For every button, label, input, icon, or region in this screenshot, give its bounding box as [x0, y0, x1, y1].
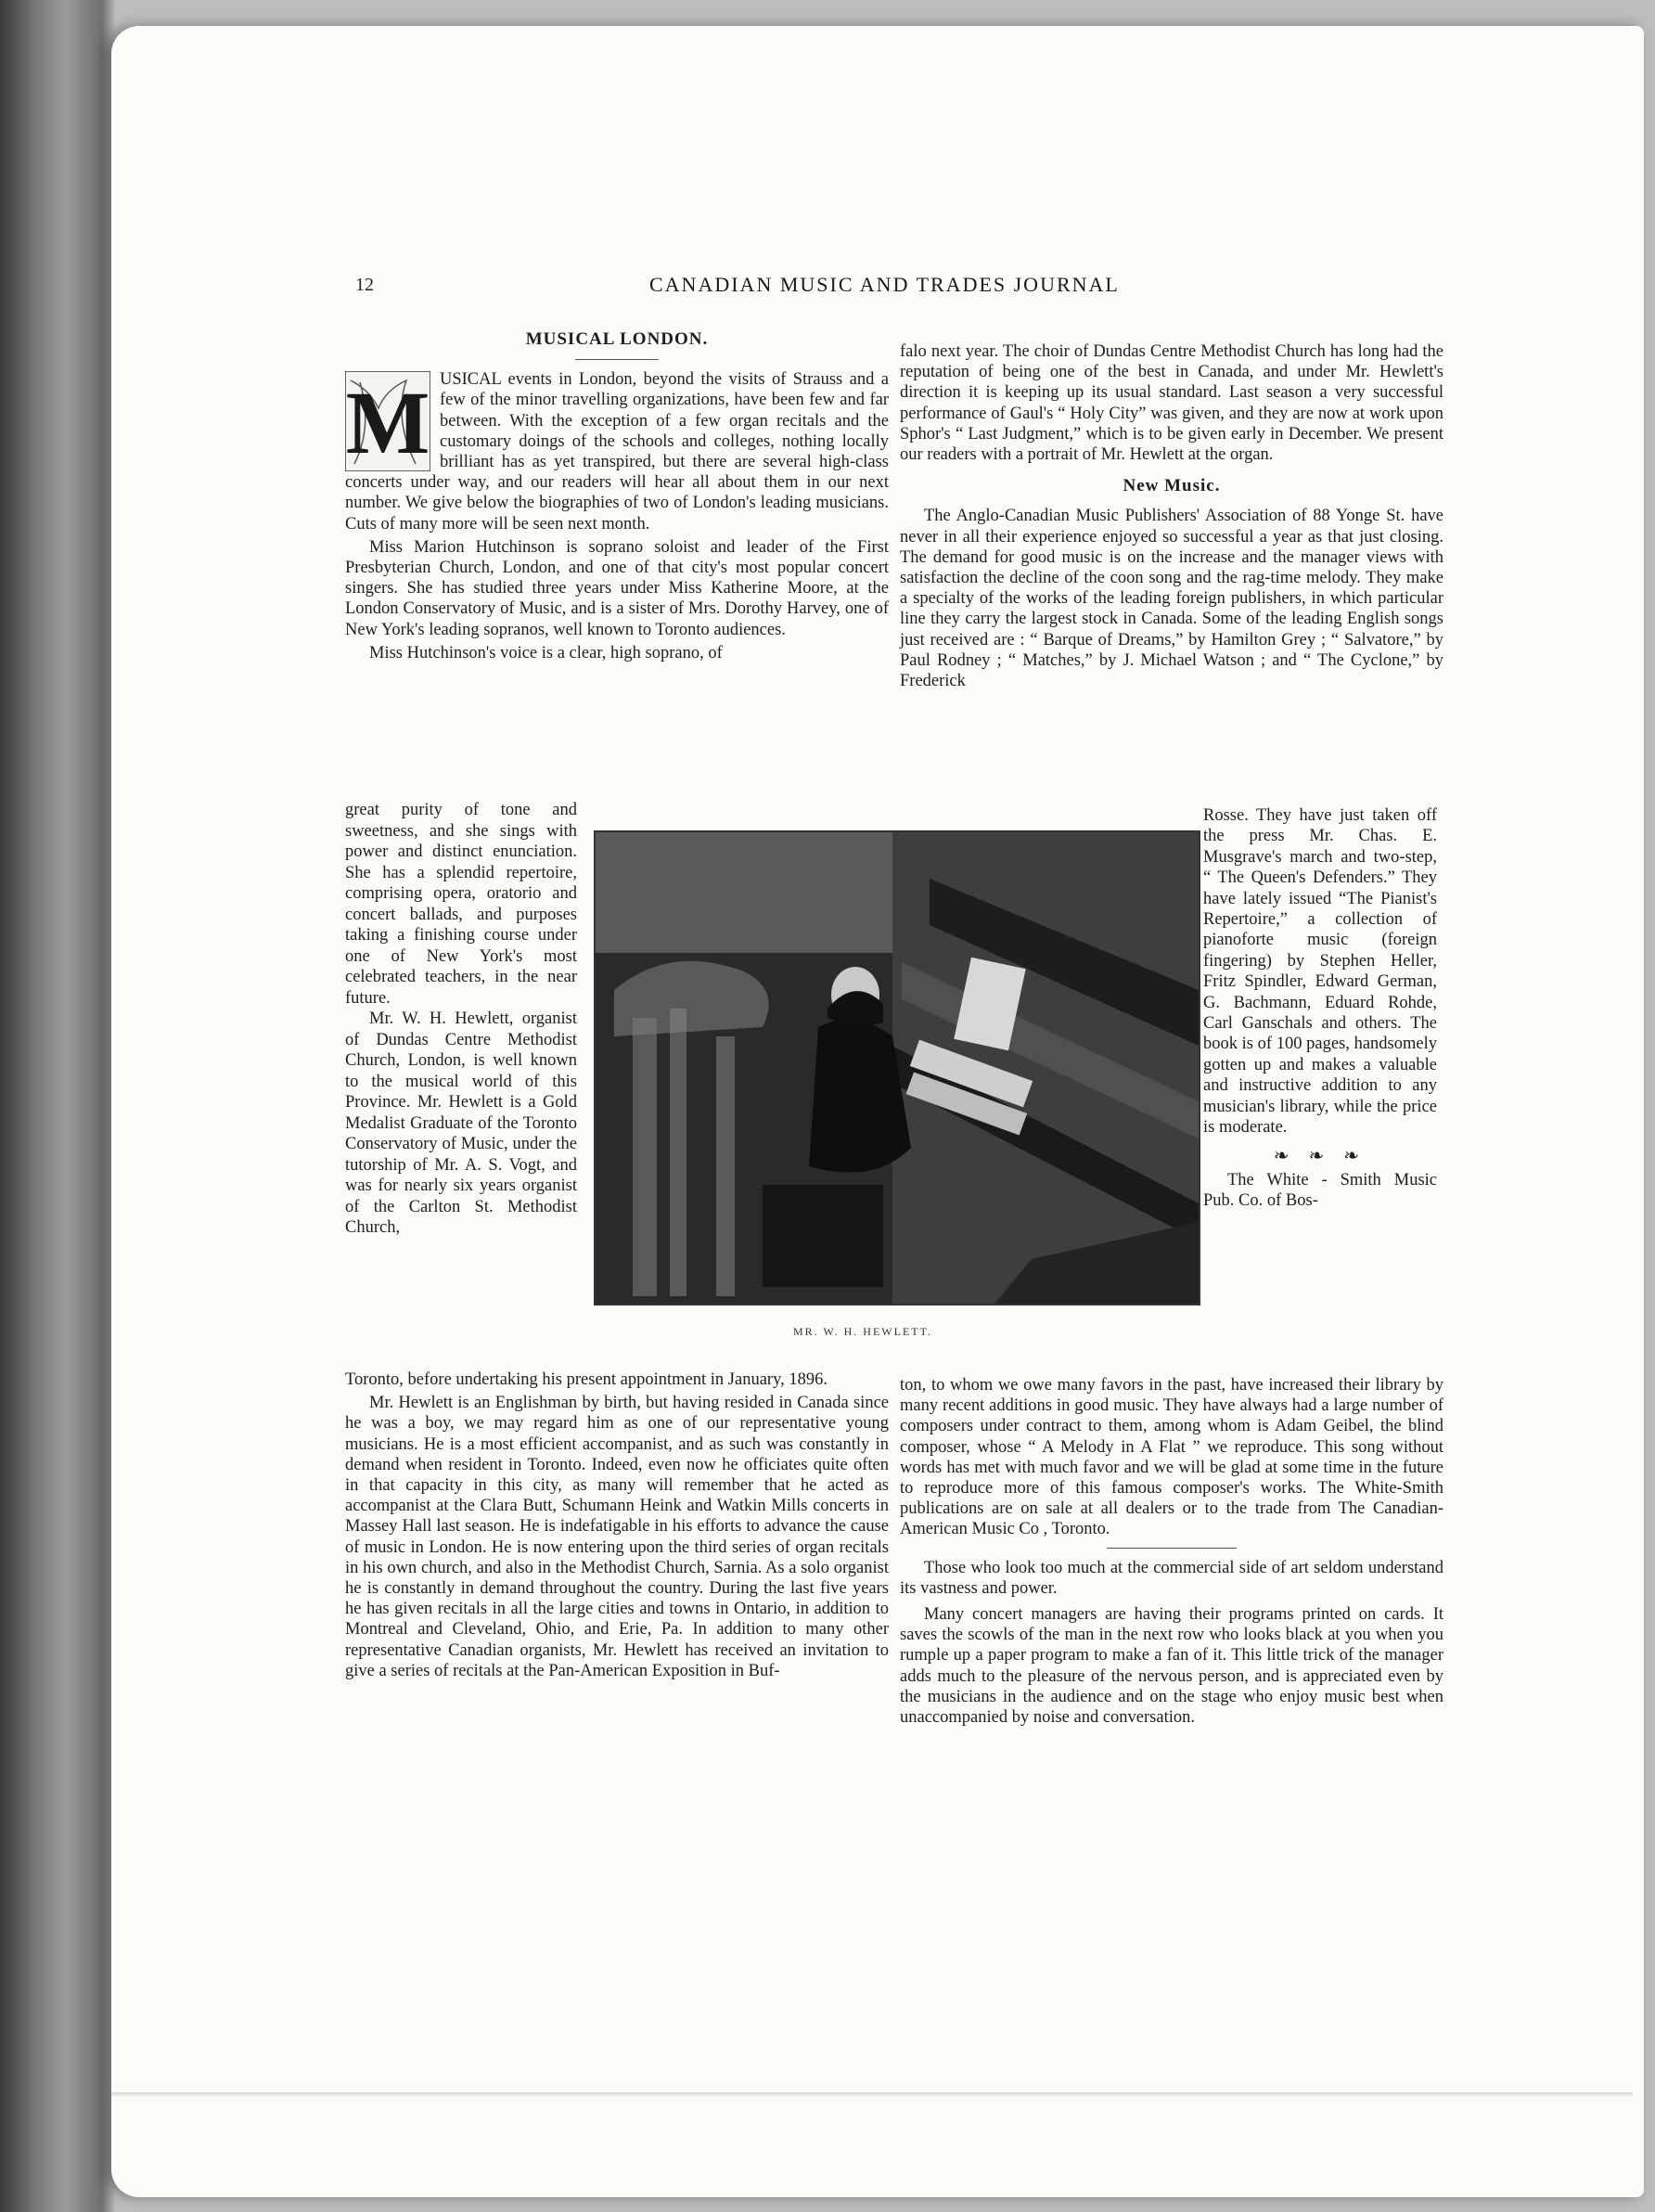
article3-p2: Many concert managers are having their programs printed on cards. It saves the scowls of the man in the next row who looks black at you when you rumple up a paper program to make a fan of it. This little trick of the manager adds much to the pleasure of the nervous person, and is appreciated even by the musicians in the audience and on the stage who enjoy music best when unaccompanied by noise and conversation. — [900, 1605, 1443, 1728]
page-edge — [111, 2092, 1633, 2098]
organist-photograph — [594, 830, 1200, 1305]
article2-p2-float: The White - Smith Music Pub. Co. of Bos- — [1203, 1170, 1437, 1211]
section-ornament: ❧ ❧ ❧ — [1273, 1145, 1367, 1166]
left-column — [345, 329, 889, 666]
article-title-new-music: New Music. — [1123, 476, 1221, 496]
article1-p4-float: Mr. W. H. Hewlett, organist of Dundas Centre Methodist Church, London, is well known to the musical world of this Province. Mr. Hewlett is a Gold Medalist Graduate of the Toronto Conservatory of Music, under the tutorship of Mr. A. S. Vogt, and was for nearly six years organist of the Carlton St. Methodist Church, — [345, 1010, 577, 1237]
right-float-column — [1203, 805, 1437, 1212]
article1-p4-rest: Toronto, before undertaking his present appointment in January, 1896. — [345, 1370, 828, 1389]
left-column-bottom — [345, 1370, 889, 1684]
photo-caption: MR. W. H. HEWLETT. — [792, 1325, 933, 1338]
article-title-musical-london: MUSICAL LONDON. — [525, 329, 709, 349]
article1-p5: Mr. Hewlett is an Englishman by birth, but having resided in Canada since he was a boy, we may regard him as one of our representative young musicians. He is a most efficient accompanist, and as such was constantly in demand when resident in Toronto. Indeed, even now he officiates quite often in that capacity in this city, as many will remember that he acted as accompanist at the Clara Butt, Schumann Heink and Watkin Mills concerts in Massey Hall last season. He is indefatigable in his efforts to advance the cause of music in London. He is now entering upon the third series of organ recitals in his own church, and also in the Methodist Church, Sarnia. As a solo organist he is constantly in demand throughout the country. During the last five years he has given recitals in all the large cities and towns in Ontario, in addition to Montreal and Cleveland, Ohio, and Erie, Pa. In addition to many other representative Canadian organists, Mr. Hewlett has received an invitation to give a series of recitals at the Pan-American Exposition in Buf- — [345, 1394, 889, 1680]
article1-p2: Miss Marion Hutchinson is soprano soloist and leader of the First Presbyterian Church, London, and one of that city's most popular concert singers. She has studied three years under Miss Katherine Moore, at the London Conservatory of Music, and is a sister of Mrs. Dorothy Harvey, one of New York's leading sopranos, well known to Toronto audiences. — [345, 537, 889, 639]
right-column-bottom — [900, 1375, 1443, 1730]
article2-p2-rest: ton, to whom we owe many favors in the past, have increased their library by many recent additions in good music. They have always had a large number of composers under contract to them, among whom is Adam Geibel, the blind composer, whose “ A Melody in A Flat ” we reproduce. This song without words has met with much favor and we will be glad at some time in the future to reproduce more of this famous composer's works. The White-Smith publications are on sale at all dealers or to the trade from The Canadian-American Music Co , Toronto. — [900, 1376, 1443, 1539]
running-head: CANADIAN MUSIC AND TRADES JOURNAL — [649, 273, 1120, 296]
organ-photo-image — [596, 832, 1199, 1304]
title-rule — [575, 359, 659, 360]
article1-p1: USICAL events in London, beyond the visits of Strauss and a few of the minor travelling organizations, have been few and far between. With the exception of a few organ recitals and the customary doings of the schools and colleges, nothing locally brilliant has as yet transpired, but there are several high-class concerts under way, and our readers will hear all about them in our next number. We give below the biographies of two of London's leading musicians. Cuts of many more will be seen next month. — [345, 370, 889, 534]
left-float-column — [345, 800, 577, 1239]
article1-p3-float: great purity of tone and sweetness, and she sings with power and distinct enunciation. She has a splendid repertoire, comprising opera, oratorio and concert ballads, and purposes taking a finishing course under one of New York's most celebrated teachers, in the near future. — [345, 801, 577, 1008]
right-column — [900, 341, 1443, 694]
article2-p1: The Anglo-Canadian Music Publishers' Association of 88 Yonge St. have never in all their experience enjoyed so successful a year as that just closing. The demand for good music is on the increase and the manager views with satisfaction the decline of the coon song and the rag-time melody. They make a specialty of the works of the leading foreign publishers, in which particular line they carry the largest stock in Canada. Some of the leading English songs just received are : “ Barque of Dreams,” by Hamilton Grey ; “ Salvatore,” by Paul Rodney ; “ Matches,” by J. Michael Watson ; and “ The Cyclone,” by Frederick — [900, 507, 1443, 691]
article1-p5-cont: falo next year. The choir of Dundas Centre Methodist Church has long had the reputation of being one of the best in Canada, and under Mr. Hewlett's direction it is keeping up its usual standard. Last season a very successful performance of Gaul's “ Holy City” was given, and they are now at work upon Sphor's “ Last Judgment,” which is to be given early in December. We present our readers with a portrait of Mr. Hewlett at the organ. — [900, 342, 1443, 465]
article2-p1-float: Rosse. They have just taken off the press Mr. Chas. E. Musgrave's march and two-step, “ The Queen's Defenders.” They have lately issued “The Pianist's Repertoire,” a collection of pianoforte music (foreign fingering) by Stephen Heller, Fritz Spindler, Edward German, G. Bachmann, Eduard Rohde, Carl Ganschals and others. The book is of 100 pages, handsomely gotten up and makes a valuable and instructive addition to any musician's library, while the price is moderate. — [1203, 806, 1437, 1138]
article-paragraph — [345, 369, 889, 534]
section-rule — [1107, 1548, 1237, 1549]
article1-p3-start: Miss Hutchinson's voice is a clear, high soprano, of — [369, 643, 723, 662]
dropcap-letter: M — [345, 373, 430, 472]
ornamental-dropcap-m-icon — [345, 371, 430, 471]
article3-p1: Those who look too much at the commercial side of art seldom understand its vastness and power. — [900, 1558, 1443, 1598]
page-number: 12 — [355, 275, 374, 295]
